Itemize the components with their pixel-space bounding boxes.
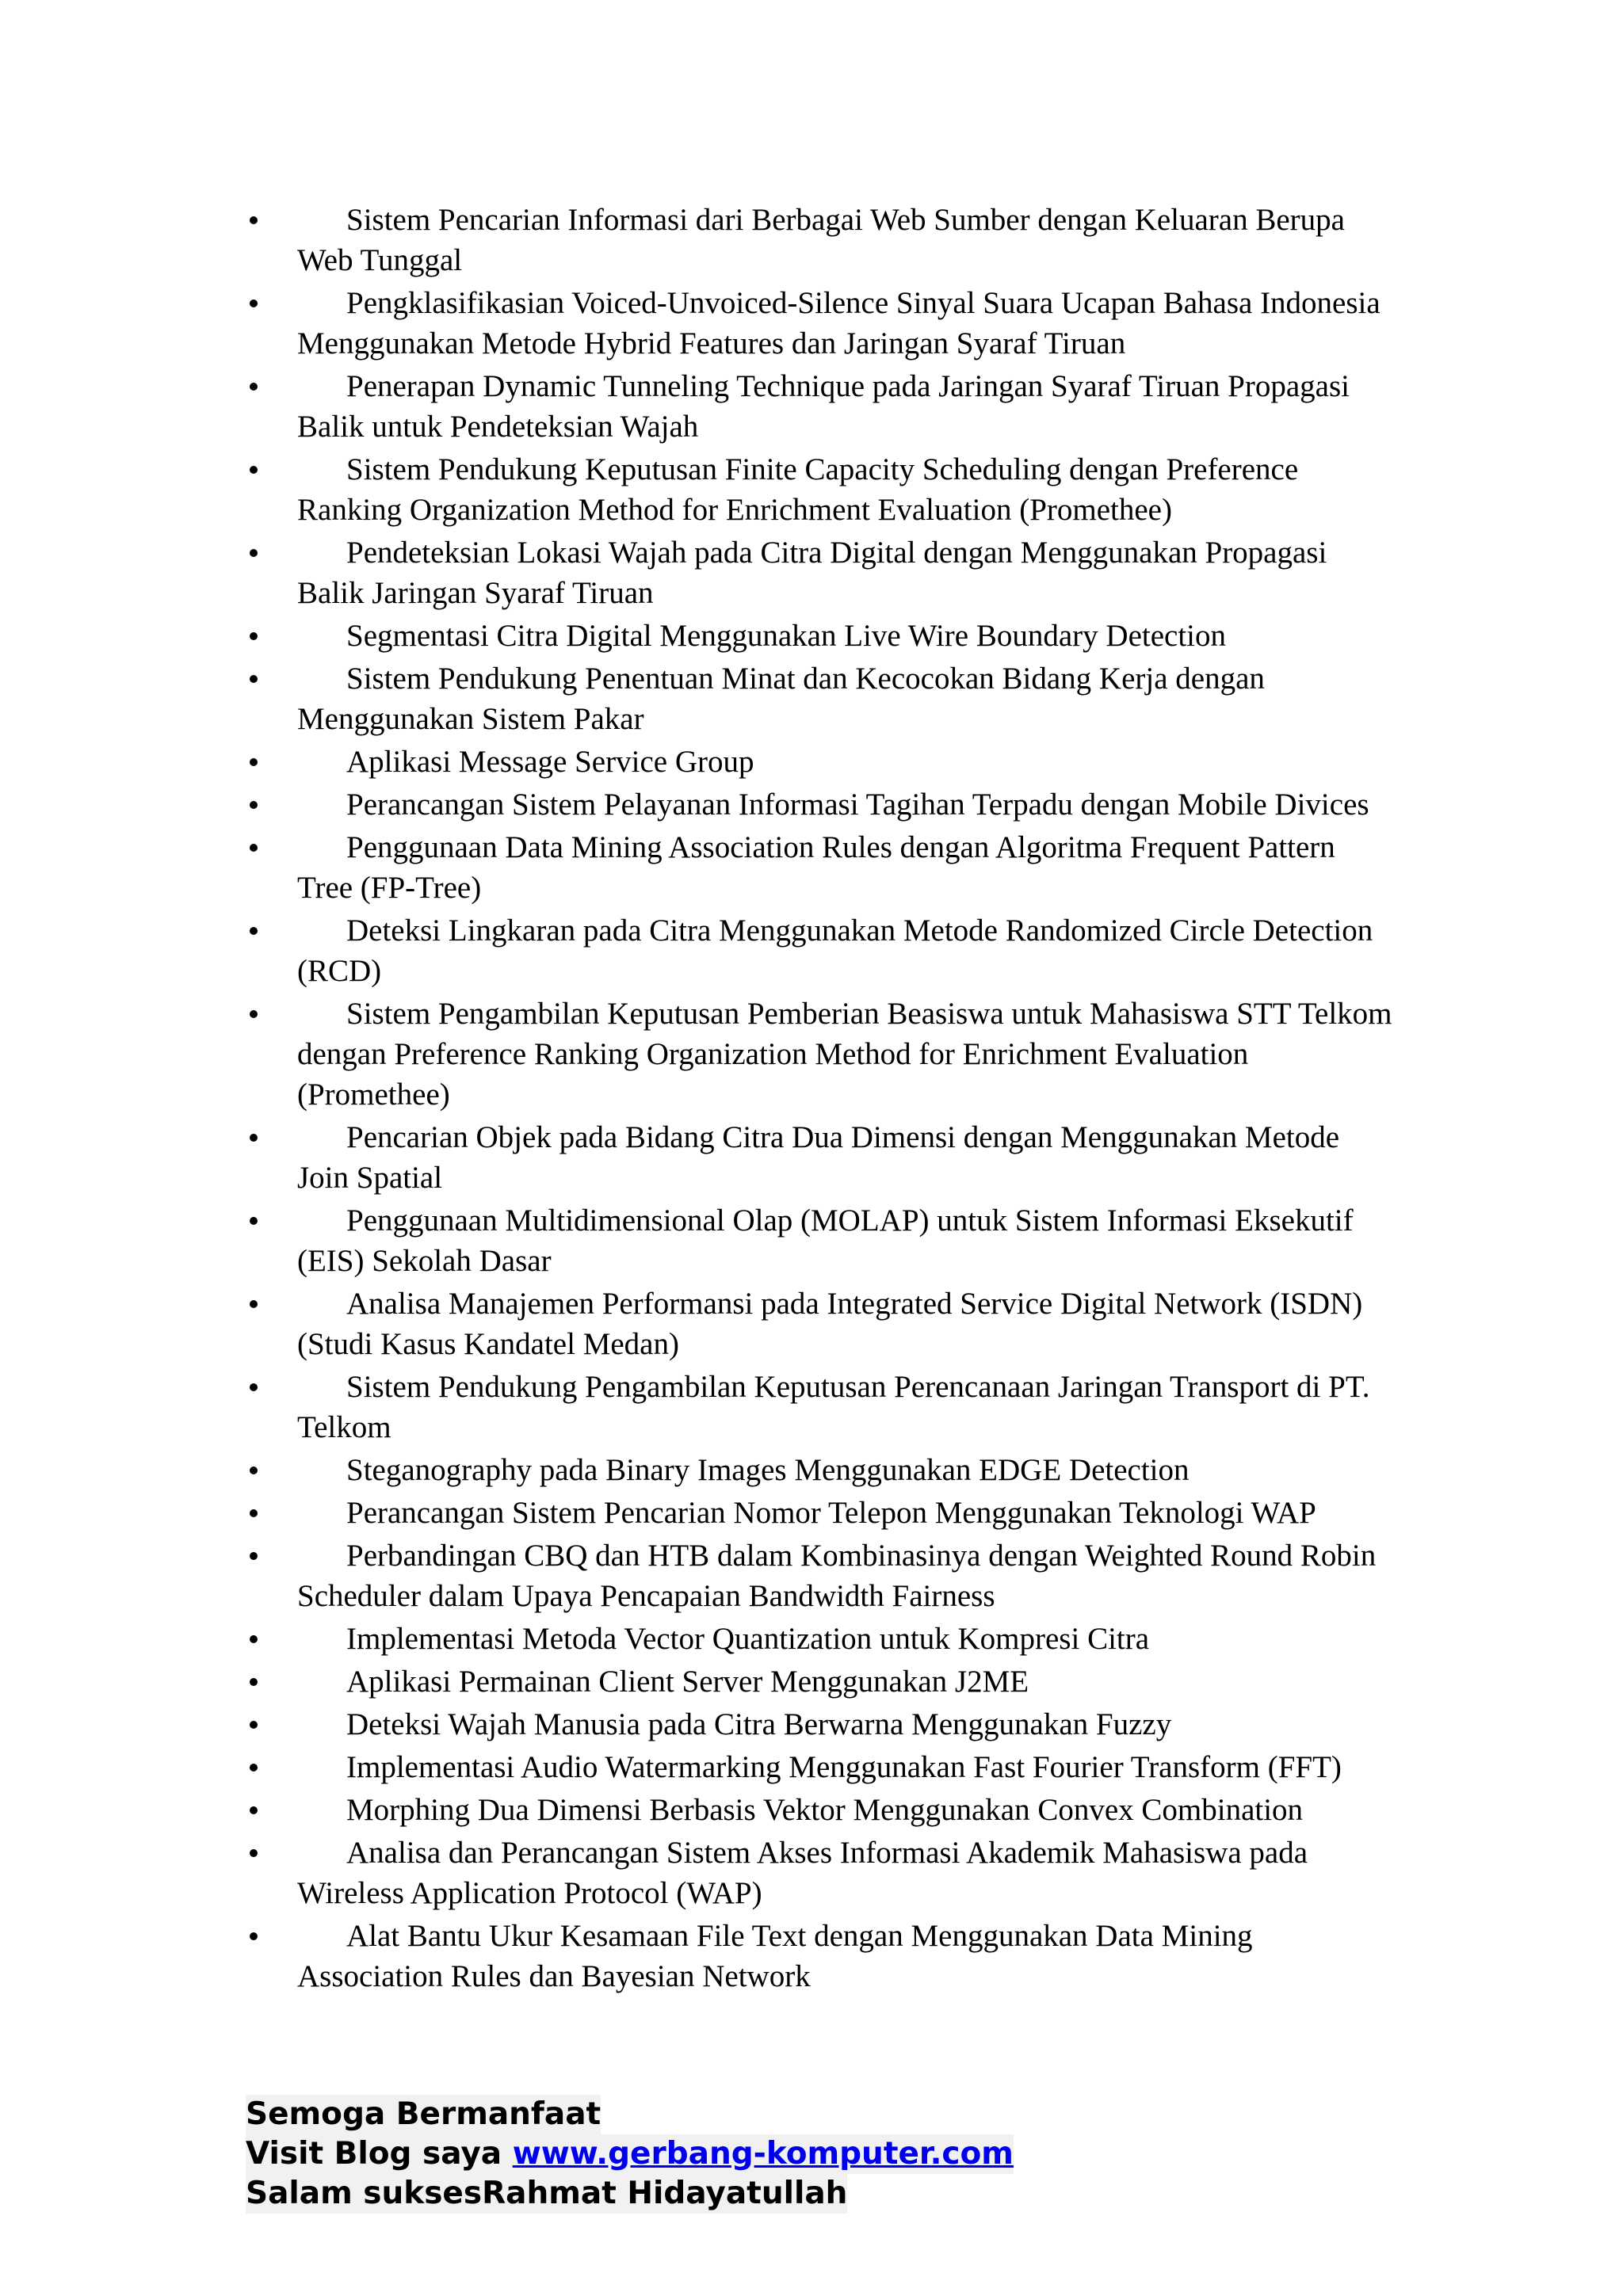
list-item [238,827,1395,908]
list-item-text: Sistem Pencarian Informasi dari Berbagai Web Sumber dengan Keluaran Berupa Web Tunggal [297,203,1345,277]
bullet-icon [250,1721,258,1729]
list-item [238,1916,1395,1997]
list-item-text: Penggunaan Multidimensional Olap (MOLAP) untuk Sistem Informasi Eksekutif (EIS) Sekolah Dasar [297,1203,1354,1278]
bullet-icon [250,927,258,935]
list-item-text: Aplikasi Message Service Group [346,745,754,779]
list-item [238,1200,1395,1281]
list-item [238,366,1395,447]
list-item [238,283,1395,364]
bullet-icon [250,1552,258,1560]
list-item-text: Morphing Dua Dimensi Berbasis Vektor Menggunakan Convex Combination [346,1793,1304,1827]
list-item-text: Alat Bantu Ukur Kesamaan File Text dengan Menggunakan Data Mining Association Rules dan Bayesian Network [297,1919,1253,1993]
footer-greeting: Semoga Bermanfaat [246,2095,601,2134]
bullet-icon [250,801,258,809]
bullet-icon [250,1806,258,1814]
list-item-text: Deteksi Wajah Manusia pada Citra Berwarna Menggunakan Fuzzy [346,1707,1172,1741]
bullet-icon [250,216,258,224]
list-item [238,784,1395,825]
bullet-icon [250,1010,258,1018]
list-item [238,910,1395,991]
list-item [238,1747,1395,1787]
list-item-text: Pendeteksian Lokasi Wajah pada Citra Digital dengan Menggunakan Propagasi Balik Jaringan Syaraf Tiruan [297,536,1327,610]
bullet-icon [250,1932,258,1940]
list-item [238,200,1395,280]
bullet-icon [250,632,258,640]
list-item [238,1790,1395,1830]
footer-visit-prefix: Visit Blog saya [246,2136,513,2172]
bullet-icon [250,1849,258,1857]
list-item [238,1619,1395,1659]
list-item-text: Perbandingan CBQ dan HTB dalam Kombinasinya dengan Weighted Round Robin Scheduler dalam Upaya Pencapaian Bandwidth Fairness [297,1539,1377,1613]
list-item-text: Deteksi Lingkaran pada Citra Menggunakan Metode Randomized Circle Detection (RCD) [297,913,1373,988]
footer-visit-line [246,2134,1014,2174]
bullet-icon [250,549,258,557]
bullet-icon [250,1764,258,1772]
list-item [238,1704,1395,1745]
list-item-text: Pengklasifikasian Voiced-Unvoiced-Silence Sinyal Suara Ucapan Bahasa Indonesia Menggunakan Metode Hybrid Features dan Jaringan Syaraf Tiruan [297,286,1381,360]
list-item-text: Sistem Pengambilan Keputusan Pemberian Beasiswa untuk Mahasiswa STT Telkom dengan Preference Ranking Organization Method for Enrichment Evaluation (Promethee) [297,997,1392,1112]
list-item [238,1535,1395,1616]
list-item-text: Steganography pada Binary Images Menggunakan EDGE Detection [346,1453,1190,1487]
footer-signature: Salam suksesRahmat Hidayatullah [246,2174,847,2214]
list-item-text: Perancangan Sistem Pelayanan Informasi Tagihan Terpadu dengan Mobile Divices [346,788,1369,822]
list-item [238,1450,1395,1490]
list-item [238,742,1395,782]
bullet-icon [250,758,258,766]
bullet-icon [250,1300,258,1308]
list-item [238,449,1395,530]
bullet-icon [250,844,258,852]
list-item-text: Sistem Pendukung Penentuan Minat dan Kecocokan Bidang Kerja dengan Menggunakan Sistem Pakar [297,662,1265,736]
list-item-text: Perancangan Sistem Pencarian Nomor Telepon Menggunakan Teknologi WAP [346,1496,1316,1530]
footer [246,2095,1014,2214]
list-item-text: Segmentasi Citra Digital Menggunakan Live Wire Boundary Detection [346,619,1227,653]
list-item [238,532,1395,613]
list-item-text: Implementasi Metoda Vector Quantization untuk Kompresi Citra [346,1622,1150,1656]
list-item [238,1367,1395,1447]
list-item [238,1283,1395,1364]
list-item [238,658,1395,739]
bullet-icon [250,1635,258,1643]
bullet-icon [250,466,258,474]
list-item [238,1661,1395,1702]
list-item-text: Pencarian Objek pada Bidang Citra Dua Dimensi dengan Menggunakan Metode Join Spatial [297,1120,1340,1195]
list-item-text: Analisa dan Perancangan Sistem Akses Informasi Akademik Mahasiswa pada Wireless Application Protocol (WAP) [297,1836,1308,1910]
list-item [238,994,1395,1115]
list-item-text: Sistem Pendukung Pengambilan Keputusan Perencanaan Jaringan Transport di PT. Telkom [297,1370,1370,1444]
list-item-text: Implementasi Audio Watermarking Menggunakan Fast Fourier Transform (FFT) [346,1750,1342,1784]
bullet-icon [250,383,258,391]
list-item-text: Sistem Pendukung Keputusan Finite Capacity Scheduling dengan Preference Ranking Organization Method for Enrichment Evaluation (Promethee) [297,452,1299,527]
bullet-icon [250,675,258,683]
topic-list [238,200,1395,1999]
bullet-icon [250,1509,258,1517]
list-item-text: Penggunaan Data Mining Association Rules dengan Algoritma Frequent Pattern Tree (FP-Tree) [297,830,1335,905]
bullet-icon [250,1466,258,1474]
bullet-icon [250,299,258,307]
bullet-icon [250,1134,258,1142]
list-item-text: Analisa Manajemen Performansi pada Integrated Service Digital Network (ISDN) (Studi Kasus Kandatel Medan) [297,1287,1363,1361]
list-item-text: Penerapan Dynamic Tunneling Technique pada Jaringan Syaraf Tiruan Propagasi Balik untuk Pendeteksian Wajah [297,369,1350,444]
bullet-icon [250,1217,258,1225]
list-item [238,1117,1395,1198]
list-item [238,616,1395,656]
list-item [238,1493,1395,1533]
bullet-icon [250,1383,258,1391]
list-item-text: Aplikasi Permainan Client Server Menggunakan J2ME [346,1665,1029,1699]
list-item [238,1833,1395,1913]
bullet-icon [250,1678,258,1686]
blog-link[interactable]: www.gerbang-komputer.com [512,2136,1014,2172]
